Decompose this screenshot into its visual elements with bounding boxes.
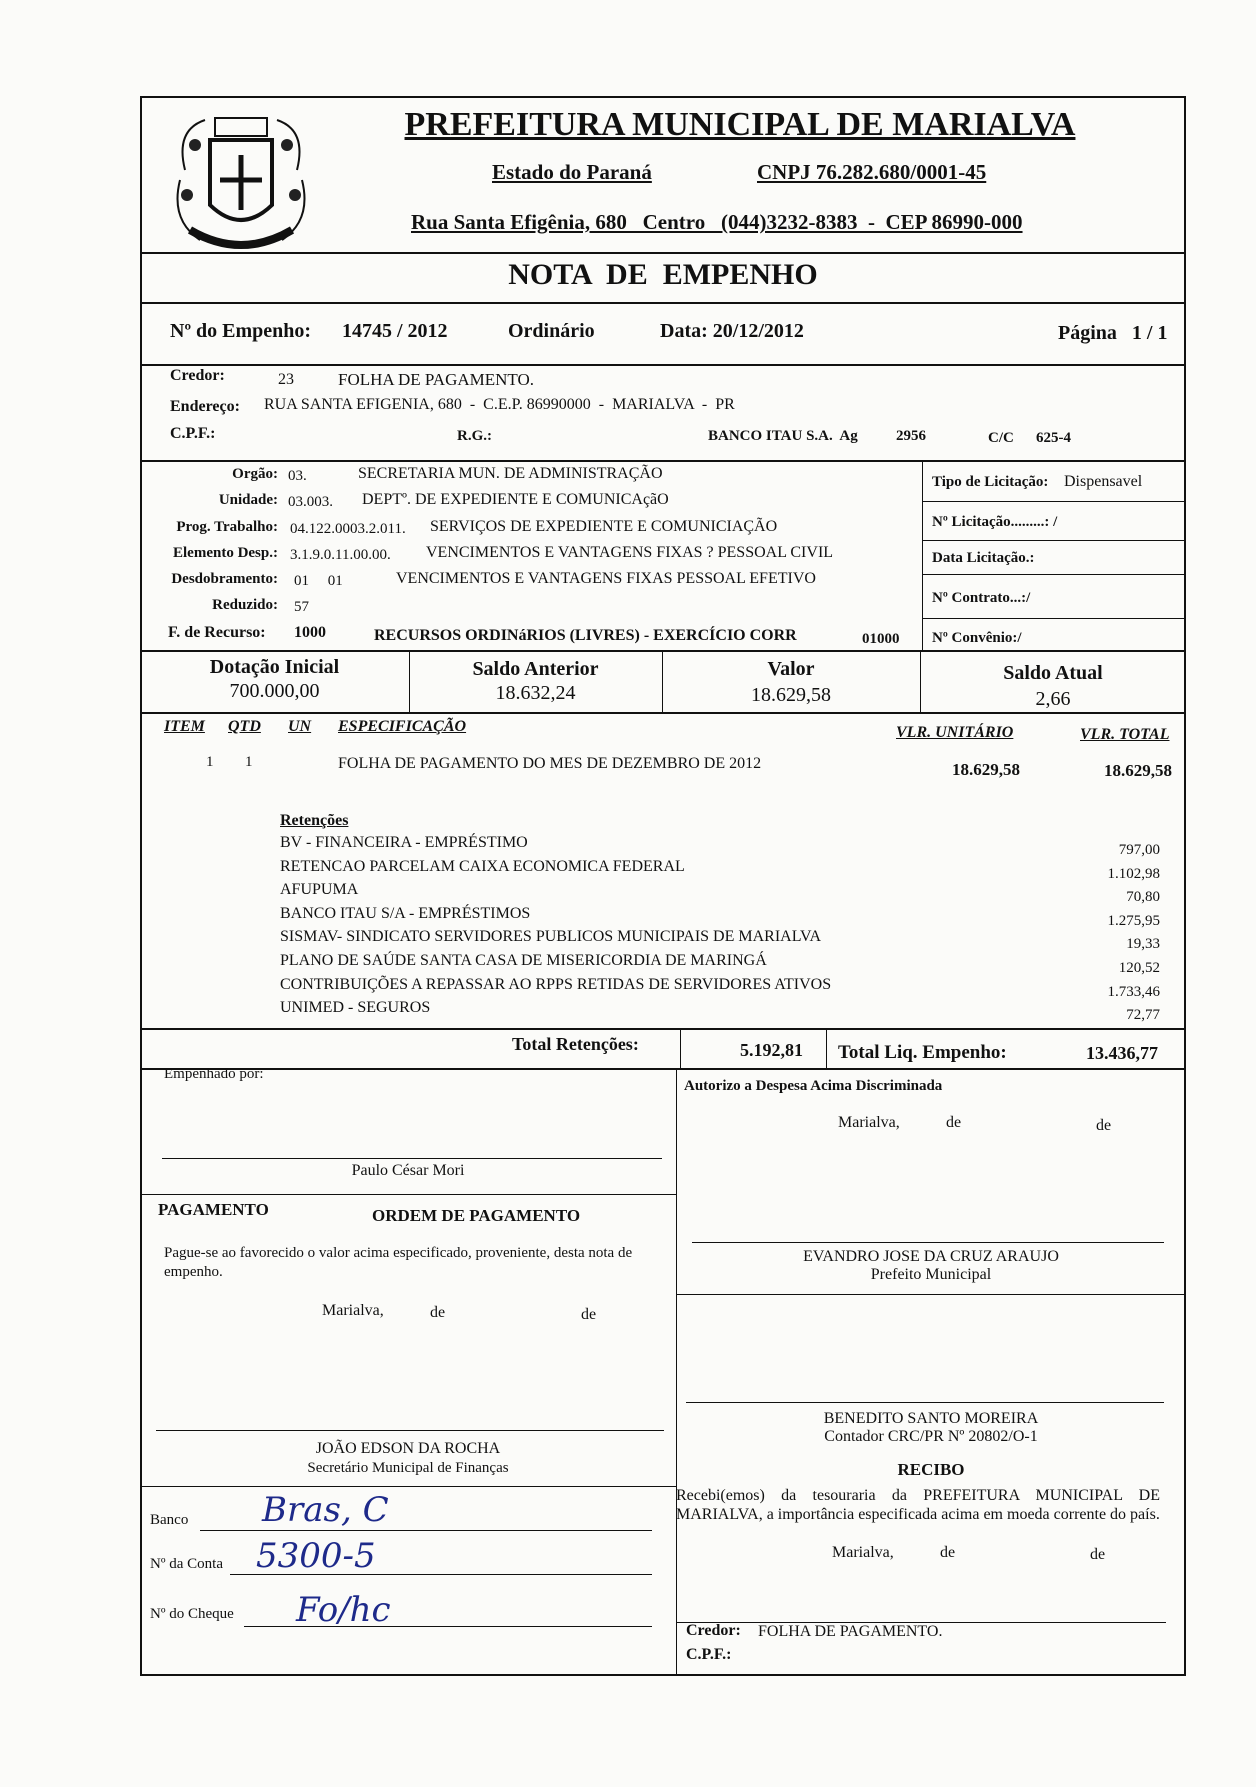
doc-title: NOTA DE EMPENHO [508,258,818,291]
item-vlr-total: 18.629,58 [1104,761,1172,780]
divider [140,252,1186,254]
empenho-type: Ordinário [508,320,595,342]
divider [922,618,1186,619]
recibo-credor-value: FOLHA DE PAGAMENTO. [758,1623,943,1640]
dotacao-description: VENCIMENTOS E VANTAGENS FIXAS PESSOAL EFETIVO [396,570,816,587]
endereco: RUA SANTA EFIGENIA, 680 - C.E.P. 86990000 - MARIALVA - PR [264,396,735,413]
pagamento-de2: de [581,1306,597,1323]
dotacao-label: Unidade: [218,492,278,508]
banco-line [200,1530,652,1531]
retencao-value: 72,77 [1126,1007,1160,1024]
dotacao-description: DEPTº. DE EXPEDIENTE E COMUNICAçãO [362,491,669,508]
credor-label: Credor: [170,367,225,384]
retencao-description: PLANO DE SAÚDE SANTA CASA DE MISERICORDIA DE MARINGÁ [280,952,767,969]
valor-value: 18.629,58 [751,684,831,706]
col-header-item: ITEM [164,718,205,735]
dotacao-code: 04.122.0003.2.011. [290,521,406,537]
retencao-value: 120,52 [1118,960,1160,976]
dotacao-description: SERVIÇOS DE EXPEDIENTE E COMUNICIAÇÃO [430,518,778,535]
prefeito-title: Prefeito Municipal [870,1266,992,1283]
tipo-licitacao-value: Dispensavel [1064,473,1143,490]
divider [140,1486,676,1487]
cc-number: 625-4 [1036,430,1071,446]
cpf-label: C.P.F.: [170,425,216,442]
contador-title: Contador CRC/PR Nº 20802/O-1 [824,1428,1038,1445]
convenio-number: Nº Convênio:/ [932,630,1022,646]
endereco-label: Endereço: [170,398,240,415]
secretario-name: JOÃO EDSON DA ROCHA [315,1440,501,1457]
col-header-vlr-unitario: VLR. UNITÁRIO [896,724,1014,741]
divider [140,1194,676,1195]
retencao-description: BANCO ITAU S/A - EMPRÉSTIMOS [280,904,531,922]
retencao-description: SISMAV- SINDICATO SERVIDORES PUBLICOS MUNICIPAIS DE MARIALVA [280,928,822,946]
retencao-description: BV - FINANCEIRA - EMPRÉSTIMO [280,834,528,851]
signature-line [156,1430,664,1431]
tipo-licitacao-label: Tipo de Licitação: [932,474,1049,490]
licitacao-number: Nº Licitação.........: / [932,514,1058,530]
autorizo-de1: de [946,1114,962,1131]
header-title: PREFEITURA MUNICIPAL DE MARIALVA [404,106,1076,143]
agencia: 2956 [896,428,926,444]
empenhado-por-name: Paulo César Mori [351,1162,465,1179]
dotacao-description: SECRETARIA MUN. DE ADMINISTRAÇÃO [358,465,663,482]
divider [922,501,1186,502]
recibo-text: Recebi(emos) da tesouraria da PREFEITURA MUNICIPAL DE MARIALVA, a importância especificada acima em moeda corrente do país. [676,1487,1160,1523]
empenho-number: 14745 / 2012 [342,320,448,342]
total-retencoes-value: 5.192,81 [740,1040,803,1060]
contrato-number: Nº Contrato...:/ [932,590,1031,606]
conta-handwritten: 5300-5 [256,1536,376,1576]
item-vlr-unitario: 18.629,58 [952,760,1020,779]
divider-vertical [676,1068,677,1676]
col-header-qtd: QTD [228,718,261,735]
signature-line [686,1402,1164,1403]
empenho-label: Nº do Empenho: [170,320,312,342]
secretario-title: Secretário Municipal de Finanças [307,1460,509,1476]
divider [140,712,1186,714]
pagamento-de1: de [430,1304,446,1321]
col-header-un: UN [288,718,312,735]
header-state: Estado do Paraná [492,160,652,184]
recibo-city: Marialva, [832,1544,894,1561]
retencoes-title: Retenções [280,812,349,829]
pagamento-city: Marialva, [322,1302,384,1319]
divider [922,574,1186,575]
divider [140,1068,1186,1070]
pagamento-title: PAGAMENTO [158,1200,269,1219]
item-qtd: 1 [245,754,253,770]
dotacao-inicial-value: 700.000,00 [229,680,320,702]
dotacao-label: Prog. Trabalho: [176,519,278,535]
recurso-code: 1000 [294,624,326,641]
cheque-label: Nº do Cheque [150,1606,234,1622]
divider [140,364,1186,366]
total-retencoes-label: Total Retenções: [512,1034,639,1054]
item-number: 1 [206,754,214,770]
dotacao-code: 01 01 [294,573,343,589]
recurso-label: F. de Recurso: [168,624,266,641]
saldo-anterior-value: 18.632,24 [495,682,576,704]
retencao-description: UNIMED - SEGUROS [280,999,431,1017]
valor-label: Valor [767,658,815,680]
contador-name: BENEDITO SANTO MOREIRA [823,1410,1039,1427]
autorizo-text: Autorizo a Despesa Acima Discriminada [684,1078,943,1094]
recurso-number: 01000 [862,631,900,647]
retencao-description: CONTRIBUIÇÕES A REPASSAR AO RPPS RETIDAS DE SERVIDORES ATIVOS [280,975,832,993]
retencao-value: 797,00 [1118,842,1160,858]
item-especificacao: FOLHA DE PAGAMENTO DO MES DE DEZEMBRO DE 2012 [338,755,762,772]
retencao-value: 1.102,98 [1107,865,1160,882]
divider [140,460,1186,462]
data-licitacao: Data Licitação.: [932,550,1035,566]
empenhado-por-label: Empenhado por: [164,1066,264,1082]
pague-text: Pague-se ao favorecido o valor acima especificado, proveniente, desta nota de empenho. [164,1245,633,1280]
dotacao-code: 03.003. [288,494,333,510]
retencao-value: 70,80 [1126,889,1160,906]
signature-line [162,1158,662,1159]
retencao-value: 1.733,46 [1107,983,1160,1000]
retencao-description: AFUPUMA [280,881,359,899]
conta-label: Nº da Conta [150,1556,223,1572]
saldo-atual-label: Saldo Atual [1003,662,1103,684]
header-address: Rua Santa Efigênia, 680 Centro (044)3232-8383 - CEP 86990-000 [411,210,1023,234]
recibo-de1: de [940,1544,956,1561]
divider [140,302,1186,304]
coat-of-arms-logo [165,100,317,260]
divider [140,1028,1186,1030]
col-header-vlr-total: VLR. TOTAL [1080,726,1170,743]
saldo-atual-value: 2,66 [1035,688,1071,710]
divider-vertical [922,460,923,650]
recibo-title: RECIBO [897,1460,965,1479]
total-liquido-label: Total Liq. Empenho: [838,1042,1007,1063]
col-header-especificacao: ESPECIFICAÇÃO [338,718,467,735]
divider [676,1294,1186,1295]
autorizo-city: Marialva, [838,1114,900,1131]
recibo-cpf-label: C.P.F.: [686,1646,732,1663]
dotacao-description: VENCIMENTOS E VANTAGENS FIXAS ? PESSOAL CIVIL [426,544,834,561]
retencao-description: RETENCAO PARCELAM CAIXA ECONOMICA FEDERAL [280,857,685,875]
credor-code: 23 [278,371,294,388]
divider-vertical [826,1028,827,1068]
recurso-text: RECURSOS ORDINáRIOS (LIVRES) - EXERCÍCIO CORR [374,627,797,644]
banco-label: Banco [150,1512,189,1528]
banco: BANCO ITAU S.A. Ag [708,428,858,444]
cheque-handwritten: Fo/hc [296,1590,391,1630]
recibo-credor-label: Credor: [686,1622,741,1639]
page-number: Página 1 / 1 [1058,322,1168,344]
credor-name: FOLHA DE PAGAMENTO. [338,370,534,389]
empenho-date: Data: 20/12/2012 [660,320,804,342]
divider [922,540,1186,541]
dotacao-code: 03. [288,468,307,484]
prefeito-name: EVANDRO JOSE DA CRUZ ARAUJO [803,1248,1059,1265]
dotacao-label: Reduzido: [212,597,278,613]
dotacao-label: Orgão: [232,466,278,482]
dotacao-label: Desdobramento: [171,571,278,587]
rg-label: R.G.: [457,428,492,444]
divider [140,650,1186,652]
divider-vertical [680,1028,681,1068]
signature-line [692,1242,1164,1243]
retencao-value: 19,33 [1126,936,1160,953]
saldo-anterior-label: Saldo Anterior [472,658,599,680]
banco-handwritten: Bras, C [262,1490,389,1530]
dotacao-inicial-label: Dotação Inicial [209,656,340,678]
dotacao-code: 3.1.9.0.11.00.00. [290,547,391,563]
total-liquido-value: 13.436,77 [1086,1043,1158,1063]
recibo-de2: de [1090,1546,1106,1563]
retencao-value: 1.275,95 [1107,912,1160,929]
header-cnpj: CNPJ 76.282.680/0001-45 [757,160,987,184]
dotacao-label: Elemento Desp.: [173,545,278,561]
autorizo-de2: de [1096,1117,1112,1134]
cc-label: C/C [988,430,1014,446]
dotacao-code: 57 [294,599,309,615]
ordem-pagamento-title: ORDEM DE PAGAMENTO [372,1206,581,1225]
